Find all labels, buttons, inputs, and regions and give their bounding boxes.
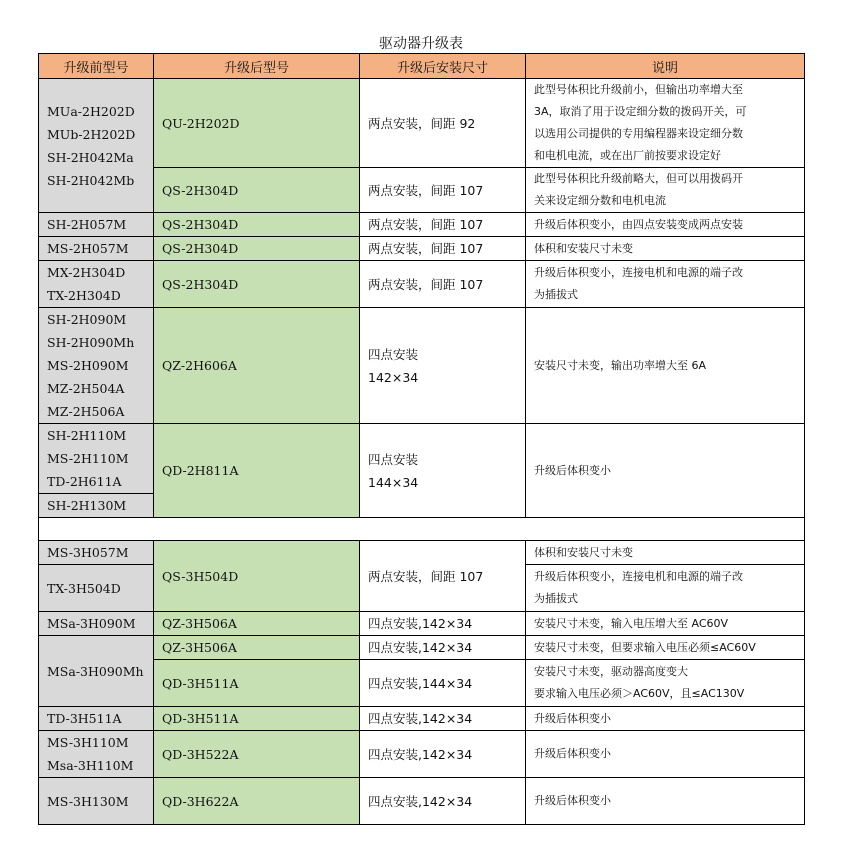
table-row (39, 612, 805, 636)
description-cell: 升级后体积变小，连接电机和电源的端子改 为插拔式 (526, 565, 805, 612)
size-cell: 两点安装，间距 107 (360, 168, 526, 213)
size-cell: 四点安装 142×34 (360, 308, 526, 424)
table-row (39, 79, 805, 168)
size-cell: 四点安装,142×34 (360, 707, 526, 731)
description-cell: 升级后体积变小，由四点安装变成两点安装 (526, 213, 805, 237)
description-cell: 安装尺寸未变，输入电压增大至 AC60V (526, 612, 805, 636)
old-model-cell: MSa-3H090Mh (39, 636, 154, 707)
old-model-cell: MX-2H304D TX-2H304D (39, 261, 154, 308)
new-model-cell: QD-3H511A (154, 660, 360, 707)
table-row (39, 660, 805, 707)
table-row (39, 237, 805, 261)
table-row (39, 778, 805, 825)
old-model-cell: MS-3H057M (39, 541, 154, 565)
new-model-cell: QS-2H304D (154, 213, 360, 237)
new-model-cell: QZ-3H506A (154, 636, 360, 660)
new-model-cell: QS-2H304D (154, 261, 360, 308)
table-row (39, 541, 805, 565)
size-cell: 四点安装,142×34 (360, 778, 526, 825)
size-cell: 四点安装,142×34 (360, 731, 526, 778)
separator (39, 518, 805, 541)
size-cell: 两点安装，间距 92 (360, 79, 526, 168)
old-model-cell: SH-2H130M (39, 494, 154, 518)
old-model-cell: TX-3H504D (39, 565, 154, 612)
description-cell: 升级后体积变小，连接电机和电源的端子改 为插拔式 (526, 261, 805, 308)
description-cell: 安装尺寸未变，但要求输入电压必须≤AC60V (526, 636, 805, 660)
table-row (39, 707, 805, 731)
size-cell: 两点安装，间距 107 (360, 237, 526, 261)
old-model-cell: TD-3H511A (39, 707, 154, 731)
old-model-cell: MS-3H110M Msa-3H110M (39, 731, 154, 778)
table-row (39, 636, 805, 660)
old-model-cell: SH-2H110M MS-2H110M TD-2H611A (39, 424, 154, 494)
size-cell: 四点安装,142×34 (360, 636, 526, 660)
size-cell: 两点安装，间距 107 (360, 541, 526, 612)
new-model-cell: QS-2H304D (154, 237, 360, 261)
description-cell: 此型号体积比升级前小，但输出功率增大至 3A，取消了用于设定细分数的拨码开关，可 以选用公司提供的专用编程器来设定细分数 和电机电流，或在出厂前按要求设定好 (526, 79, 805, 168)
size-cell: 两点安装，间距 107 (360, 261, 526, 308)
table-row (39, 424, 805, 494)
description-cell: 此型号体积比升级前略大，但可以用拨码开 关来设定细分数和电机电流 (526, 168, 805, 213)
old-model-cell: SH-2H090M SH-2H090Mh MS-2H090M MZ-2H504A MZ-2H506A (39, 308, 154, 424)
description-cell: 升级后体积变小 (526, 424, 805, 518)
table-row (39, 213, 805, 237)
new-model-cell: QU-2H202D (154, 79, 360, 168)
new-model-cell: QD-3H511A (154, 707, 360, 731)
header-old-model: 升级前型号 (39, 54, 154, 79)
table-row (39, 308, 805, 424)
size-cell: 四点安装,142×34 (360, 612, 526, 636)
old-model-cell: MUa-2H202D MUb-2H202D SH-2H042Ma SH-2H042Mb (39, 79, 154, 213)
description-cell: 安装尺寸未变，输出功率增大至 6A (526, 308, 805, 424)
description-cell: 体积和安装尺寸未变 (526, 237, 805, 261)
old-model-cell: MS-3H130M (39, 778, 154, 825)
table-title: 驱动器升级表 (379, 36, 463, 52)
description-cell: 体积和安装尺寸未变 (526, 541, 805, 565)
description-cell: 安装尺寸未变，驱动器高度变大 要求输入电压必须＞AC60V，且≤AC130V (526, 660, 805, 707)
new-model-cell: QZ-3H506A (154, 612, 360, 636)
old-model-cell: MSa-3H090M (39, 612, 154, 636)
description-cell: 升级后体积变小 (526, 731, 805, 778)
new-model-cell: QZ-2H606A (154, 308, 360, 424)
size-cell: 两点安装，间距 107 (360, 213, 526, 237)
upgrade-table (38, 53, 805, 825)
header-row (39, 54, 805, 79)
description-cell: 升级后体积变小 (526, 778, 805, 825)
old-model-cell: SH-2H057M (39, 213, 154, 237)
new-model-cell: QD-3H522A (154, 731, 360, 778)
new-model-cell: QD-2H811A (154, 424, 360, 518)
size-cell: 四点安装,144×34 (360, 660, 526, 707)
new-model-cell: QD-3H622A (154, 778, 360, 825)
table-row (39, 261, 805, 308)
header-new-model: 升级后型号 (154, 54, 360, 79)
new-model-cell: QS-3H504D (154, 541, 360, 612)
size-cell: 四点安装 144×34 (360, 424, 526, 518)
description-cell: 升级后体积变小 (526, 707, 805, 731)
old-model-cell: MS-2H057M (39, 237, 154, 261)
new-model-cell: QS-2H304D (154, 168, 360, 213)
header-new-size: 升级后安装尺寸 (360, 54, 526, 79)
table-row (39, 731, 805, 778)
header-description: 说明 (526, 54, 805, 79)
table-row (39, 168, 805, 213)
separator-row (39, 518, 805, 541)
